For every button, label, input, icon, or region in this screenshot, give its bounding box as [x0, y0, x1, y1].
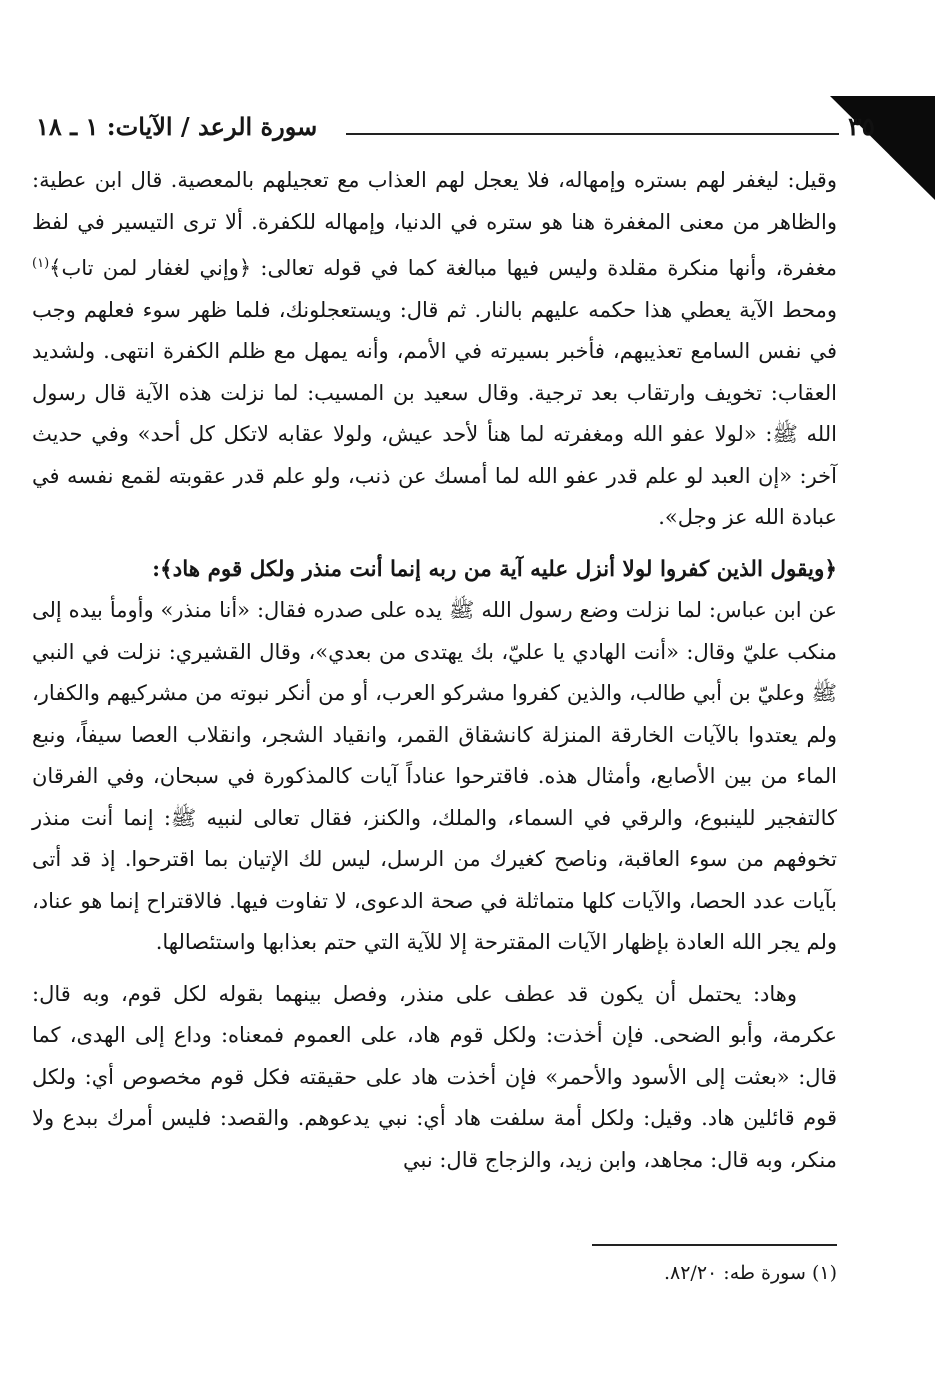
- page-header: [36, 112, 875, 146]
- footnote-rule: [592, 1244, 837, 1246]
- header-rule: [346, 133, 839, 135]
- paragraph-3: وهاد: يحتمل أن يكون قد عطف على منذر، وفصل بينهما بقوله لكل قوم، وبه قال: عكرمة، وأبو الضحى. فإن أخذت: ولكل قوم هاد، على العموم فمعناه: وداع إلى الهدى، كما قال: «بعثت إلى الأسود والأحمر» فإن أخذت هاد على حقيقته فكل قوم مخصوص أي: ولكل قوم قائلين هاد. وقيل: ولكل أمة سلفت هاد أي: نبي يدعوهم. والقصد: فليس أمرك ببدع ولا منكر، وبه قال: مجاهد، وابن زيد، والزجاج قال: نبي: [32, 981, 837, 1172]
- verse-heading: ﴿ويقول الذين كفروا لولا أنزل عليه آية من ربه إنما أنت منذر ولكل قوم هاد﴾:: [152, 556, 837, 582]
- paragraph-2: عن ابن عباس: لما نزلت وضع رسول الله ﷺ يده على صدره فقال: «أنا منذر» وأومأ بيده إلى منكب عليّ وقال: «أنت الهادي يا عليّ، بك يهتدى من بعدي»، وقال القشيري: نزلت في النبي ﷺ وعليّ بن أبي طالب، والذين كفروا مشركو العرب، أو من أنكر نبوته من مشركيهم والكفار، ولم يعتدوا بالآيات الخارقة المنزلة كانشقاق القمر، وانقياد الشجر، وانقلاب العصا سيفاً، ونبع الماء من بين الأصابع، وأمثال هذه. فاقترحوا عناداً آيات كالمذكورة في سبحان، وفي الفرقان كالتفجير للينبوع، والرقي في السماء، والملك، والكنز، فقال تعالى لنبيه ﷺ: إنما أنت منذر تخوفهم من سوء العاقبة، وناصح كغيرك من الرسل، ليس لك الإتيان بما اقترحوا. إذ قد أتى بآيات عدد الحصا، والآيات كلها متماثلة في صحة الدعوى، لا تفاوت فيها. فالاقتراح إنما هو عناد، ولم يجر الله العادة بإظهار الآيات المقترحة إلا للآية التي حتم بعذابها واستئصالها.: [32, 598, 837, 954]
- paragraph-1-continued: ومحط الآية يعطي هذا حكمه عليهم بالنار. ثم قال: ويستعجلونك، فلما ظهر سوء فعلهم وجب في نفس السامع تعذيبهم، فأخبر بسيرته في الأمم، وأنه يمهل مع ظلم الكفرة انتهى. ولشديد العقاب: تخويف وارتقاب بعد ترجية. وقال سعيد بن المسيب: لما نزلت هذه الآية قال رسول الله ﷺ: «لولا عفو الله ومغفرته لما هنأ لأحد عيش، ولولا عقابه لاتكل كل أحد» وفي حديث آخر: «إن العبد لو علم قدر عفو الله لما أمسك عن ذنب، ولو علم قدر عقوبته لقمع نفسه في عبادة الله عز وجل».: [32, 297, 837, 529]
- paragraph-1-text: وقيل: ليغفر لهم بستره وإمهاله، فلا يعجل لهم العذاب مع تعجيلهم بالمعصية. قال ابن عطية: والظاهر من معنى المغفرة هنا هو ستره في الدنيا، وإمهاله للكفرة. ألا ترى التيسير في لفظ مغفرة، وأنها منكرة مقلدة وليس فيها مبالغة كما في قوله تعالى: ﴿وإني لغفار لمن تاب﴾: [32, 168, 837, 280]
- footnote-ref: (١): [32, 256, 50, 271]
- page-number: ٣٥: [848, 112, 875, 141]
- running-title: سورة الرعد / الآيات: ١ ـ ١٨: [36, 112, 318, 141]
- footnote: (١) سورة طه: ٨٢/٢٠.: [663, 1262, 837, 1284]
- paragraph-1: [32, 160, 837, 539]
- body-text: [32, 160, 837, 1181]
